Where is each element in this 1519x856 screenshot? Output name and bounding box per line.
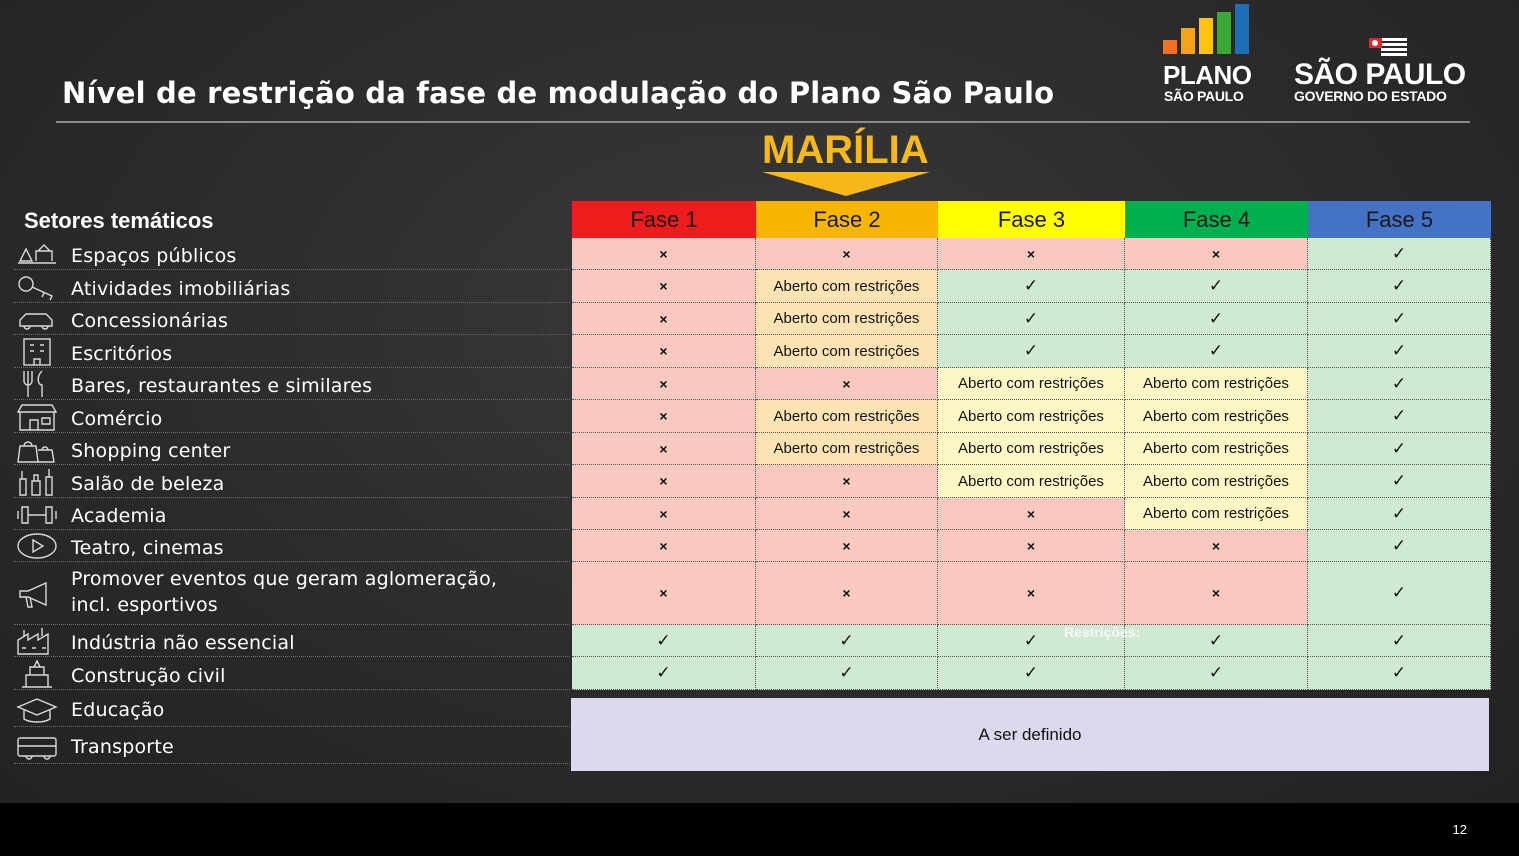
status-cell-ok: ✓ (756, 657, 938, 690)
status-cell-ok: ✓ (572, 657, 756, 690)
sector-label: Teatro, cinemas (71, 537, 224, 559)
logo-sp-sub: GOVERNO DO ESTADO (1294, 88, 1447, 104)
status-cell-no: × (756, 238, 938, 270)
status-cell-ok: ✓ (1125, 335, 1308, 368)
sector-row (14, 303, 570, 335)
sector-label: Shopping center (71, 440, 231, 462)
sector-row (14, 400, 570, 433)
shopping-bags-icon (16, 434, 60, 464)
sector-row (14, 270, 570, 303)
sector-row (14, 368, 570, 400)
sector-label: Transporte (71, 736, 174, 758)
logo-bar-green (1217, 12, 1231, 54)
sector-label: Academia (71, 505, 167, 527)
sector-row (14, 498, 570, 530)
logo-bar-orange (1163, 40, 1177, 54)
key-icon (16, 272, 60, 302)
overlay-label: Restrições: (1064, 624, 1141, 640)
megaphone-icon (16, 579, 60, 609)
sector-label: Bares, restaurantes e similares (71, 375, 373, 397)
sector-row (14, 530, 570, 562)
status-cell-no: × (756, 562, 938, 625)
status-cell-no: × (572, 238, 756, 270)
status-cell-ok: ✓ (1308, 498, 1491, 530)
status-cell-ok: ✓ (1308, 530, 1491, 562)
graduation-cap-icon (16, 695, 60, 725)
status-cell-no: × (572, 270, 756, 303)
governo-sao-paulo-logo (1290, 34, 1480, 106)
status-cell-restr: Aberto com restrições (1125, 433, 1308, 465)
logo-sp-word: SÃO PAULO (1294, 58, 1466, 91)
status-cell-no: × (572, 562, 756, 625)
sector-label: Espaços públicos (71, 245, 237, 267)
construction-icon (16, 659, 60, 689)
status-cell-no: × (938, 238, 1125, 270)
sector-row (14, 433, 570, 465)
status-cell-no: × (572, 433, 756, 465)
phase-header: Fase 2 (756, 201, 938, 238)
footer-bar (0, 803, 1519, 856)
bus-icon (16, 732, 60, 762)
status-cell-no: × (572, 368, 756, 400)
status-cell-no: × (938, 498, 1125, 530)
dumbbell-icon (16, 499, 60, 529)
status-cell-restr: Aberto com restrições (938, 433, 1125, 465)
status-cell-ok: ✓ (1308, 270, 1491, 303)
factory-icon (16, 626, 60, 656)
sector-row (14, 657, 570, 690)
status-cell-no: × (756, 465, 938, 498)
page-title: Nível de restrição da fase de modulação do Plano São Paulo (62, 76, 1055, 110)
phase-header: Fase 4 (1125, 201, 1308, 238)
status-cell-ok: ✓ (1125, 625, 1308, 657)
sector-row (14, 238, 570, 270)
status-cell-restr: Aberto com restrições (938, 465, 1125, 498)
page-number: 12 (1452, 822, 1467, 837)
status-cell-no: × (938, 530, 1125, 562)
status-cell-no: × (572, 530, 756, 562)
sector-row (14, 729, 570, 764)
sector-row (14, 335, 570, 368)
car-icon (16, 304, 60, 334)
logo-bar-blue (1235, 4, 1249, 54)
status-cell-restr: Aberto com restrições (756, 400, 938, 433)
status-cell-ok: ✓ (1125, 270, 1308, 303)
status-cell-no: × (572, 303, 756, 335)
status-cell-ok: ✓ (1308, 433, 1491, 465)
status-cell-no: × (756, 368, 938, 400)
status-cell-no: × (572, 465, 756, 498)
sector-label: Salão de beleza (71, 472, 225, 495)
phase-header: Fase 5 (1308, 201, 1491, 238)
status-cell-restr: Aberto com restrições (756, 270, 938, 303)
sector-row (14, 562, 570, 625)
plano-sao-paulo-logo (1160, 8, 1260, 104)
status-cell-ok: ✓ (1308, 335, 1491, 368)
phase-header: Fase 3 (938, 201, 1125, 238)
flag-icon (1367, 36, 1409, 58)
status-cell-ok: ✓ (938, 303, 1125, 335)
public-space-icon (16, 239, 60, 269)
status-cell-no: × (1125, 530, 1308, 562)
logo-plano-sub: SÃO PAULO (1164, 88, 1244, 104)
storefront-icon (16, 402, 60, 432)
status-cell-ok: ✓ (1308, 657, 1491, 690)
sector-label: Atividades imobiliárias (71, 277, 291, 300)
status-cell-no: × (756, 498, 938, 530)
beauty-bottles-icon (16, 467, 60, 497)
status-cell-ok: ✓ (938, 625, 1125, 657)
title-divider (56, 121, 1470, 123)
status-cell-restr: Aberto com restrições (756, 433, 938, 465)
status-cell-ok: ✓ (1125, 657, 1308, 690)
status-cell-no: × (938, 562, 1125, 625)
down-arrow-icon (762, 172, 930, 196)
status-cell-ok: ✓ (938, 270, 1125, 303)
status-cell-ok: ✓ (1308, 465, 1491, 498)
status-cell-no: × (1125, 562, 1308, 625)
play-icon (16, 531, 60, 561)
sector-row (14, 625, 570, 657)
status-cell-no: × (572, 335, 756, 368)
status-cell-restr: Aberto com restrições (938, 368, 1125, 400)
logo-plano-word: PLANO (1163, 60, 1252, 90)
status-cell-no: × (1125, 238, 1308, 270)
status-cell-ok: ✓ (938, 657, 1125, 690)
status-cell-no: × (572, 498, 756, 530)
tbd-text: A ser definido (978, 724, 1082, 744)
status-cell-ok: ✓ (1308, 238, 1491, 270)
sector-label: Indústria não essencial (71, 632, 295, 654)
sector-row (14, 465, 570, 498)
status-cell-no: × (756, 530, 938, 562)
status-cell-restr: Aberto com restrições (1125, 400, 1308, 433)
status-cell-restr: Aberto com restrições (938, 400, 1125, 433)
status-cell-ok: ✓ (1308, 562, 1491, 625)
logo-bar-amber (1181, 28, 1195, 54)
status-cell-ok: ✓ (1125, 303, 1308, 335)
sectors-title: Setores temáticos (24, 208, 214, 233)
sector-row (14, 692, 570, 727)
status-cell-ok: ✓ (572, 625, 756, 657)
sector-label: Escritórios (71, 342, 173, 365)
status-cell-restr: Aberto com restrições (756, 335, 938, 368)
sector-label: Construção civil (71, 664, 226, 687)
status-cell-restr: Aberto com restrições (1125, 368, 1308, 400)
to-be-defined-box (571, 698, 1489, 771)
logo-bar-yellow (1199, 18, 1213, 54)
status-cell-ok: ✓ (1308, 625, 1491, 657)
city-name: MARÍLIA (762, 128, 929, 172)
status-cell-restr: Aberto com restrições (1125, 465, 1308, 498)
sector-label: Educação (71, 699, 165, 721)
status-cell-restr: Aberto com restrições (1125, 498, 1308, 530)
sector-label: Concessionárias (71, 310, 229, 332)
phase-header: Fase 1 (572, 201, 756, 238)
sector-label: Promover eventos que geram aglomeração, incl. esportivos (71, 568, 498, 616)
status-cell-ok: ✓ (756, 625, 938, 657)
office-building-icon (16, 337, 60, 367)
status-cell-ok: ✓ (1308, 368, 1491, 400)
cutlery-icon (16, 369, 60, 399)
status-cell-ok: ✓ (1308, 400, 1491, 433)
status-cell-restr: Aberto com restrições (756, 303, 938, 335)
status-cell-no: × (572, 400, 756, 433)
sector-label: Comércio (71, 407, 163, 430)
status-cell-ok: ✓ (1308, 303, 1491, 335)
status-cell-ok: ✓ (938, 335, 1125, 368)
